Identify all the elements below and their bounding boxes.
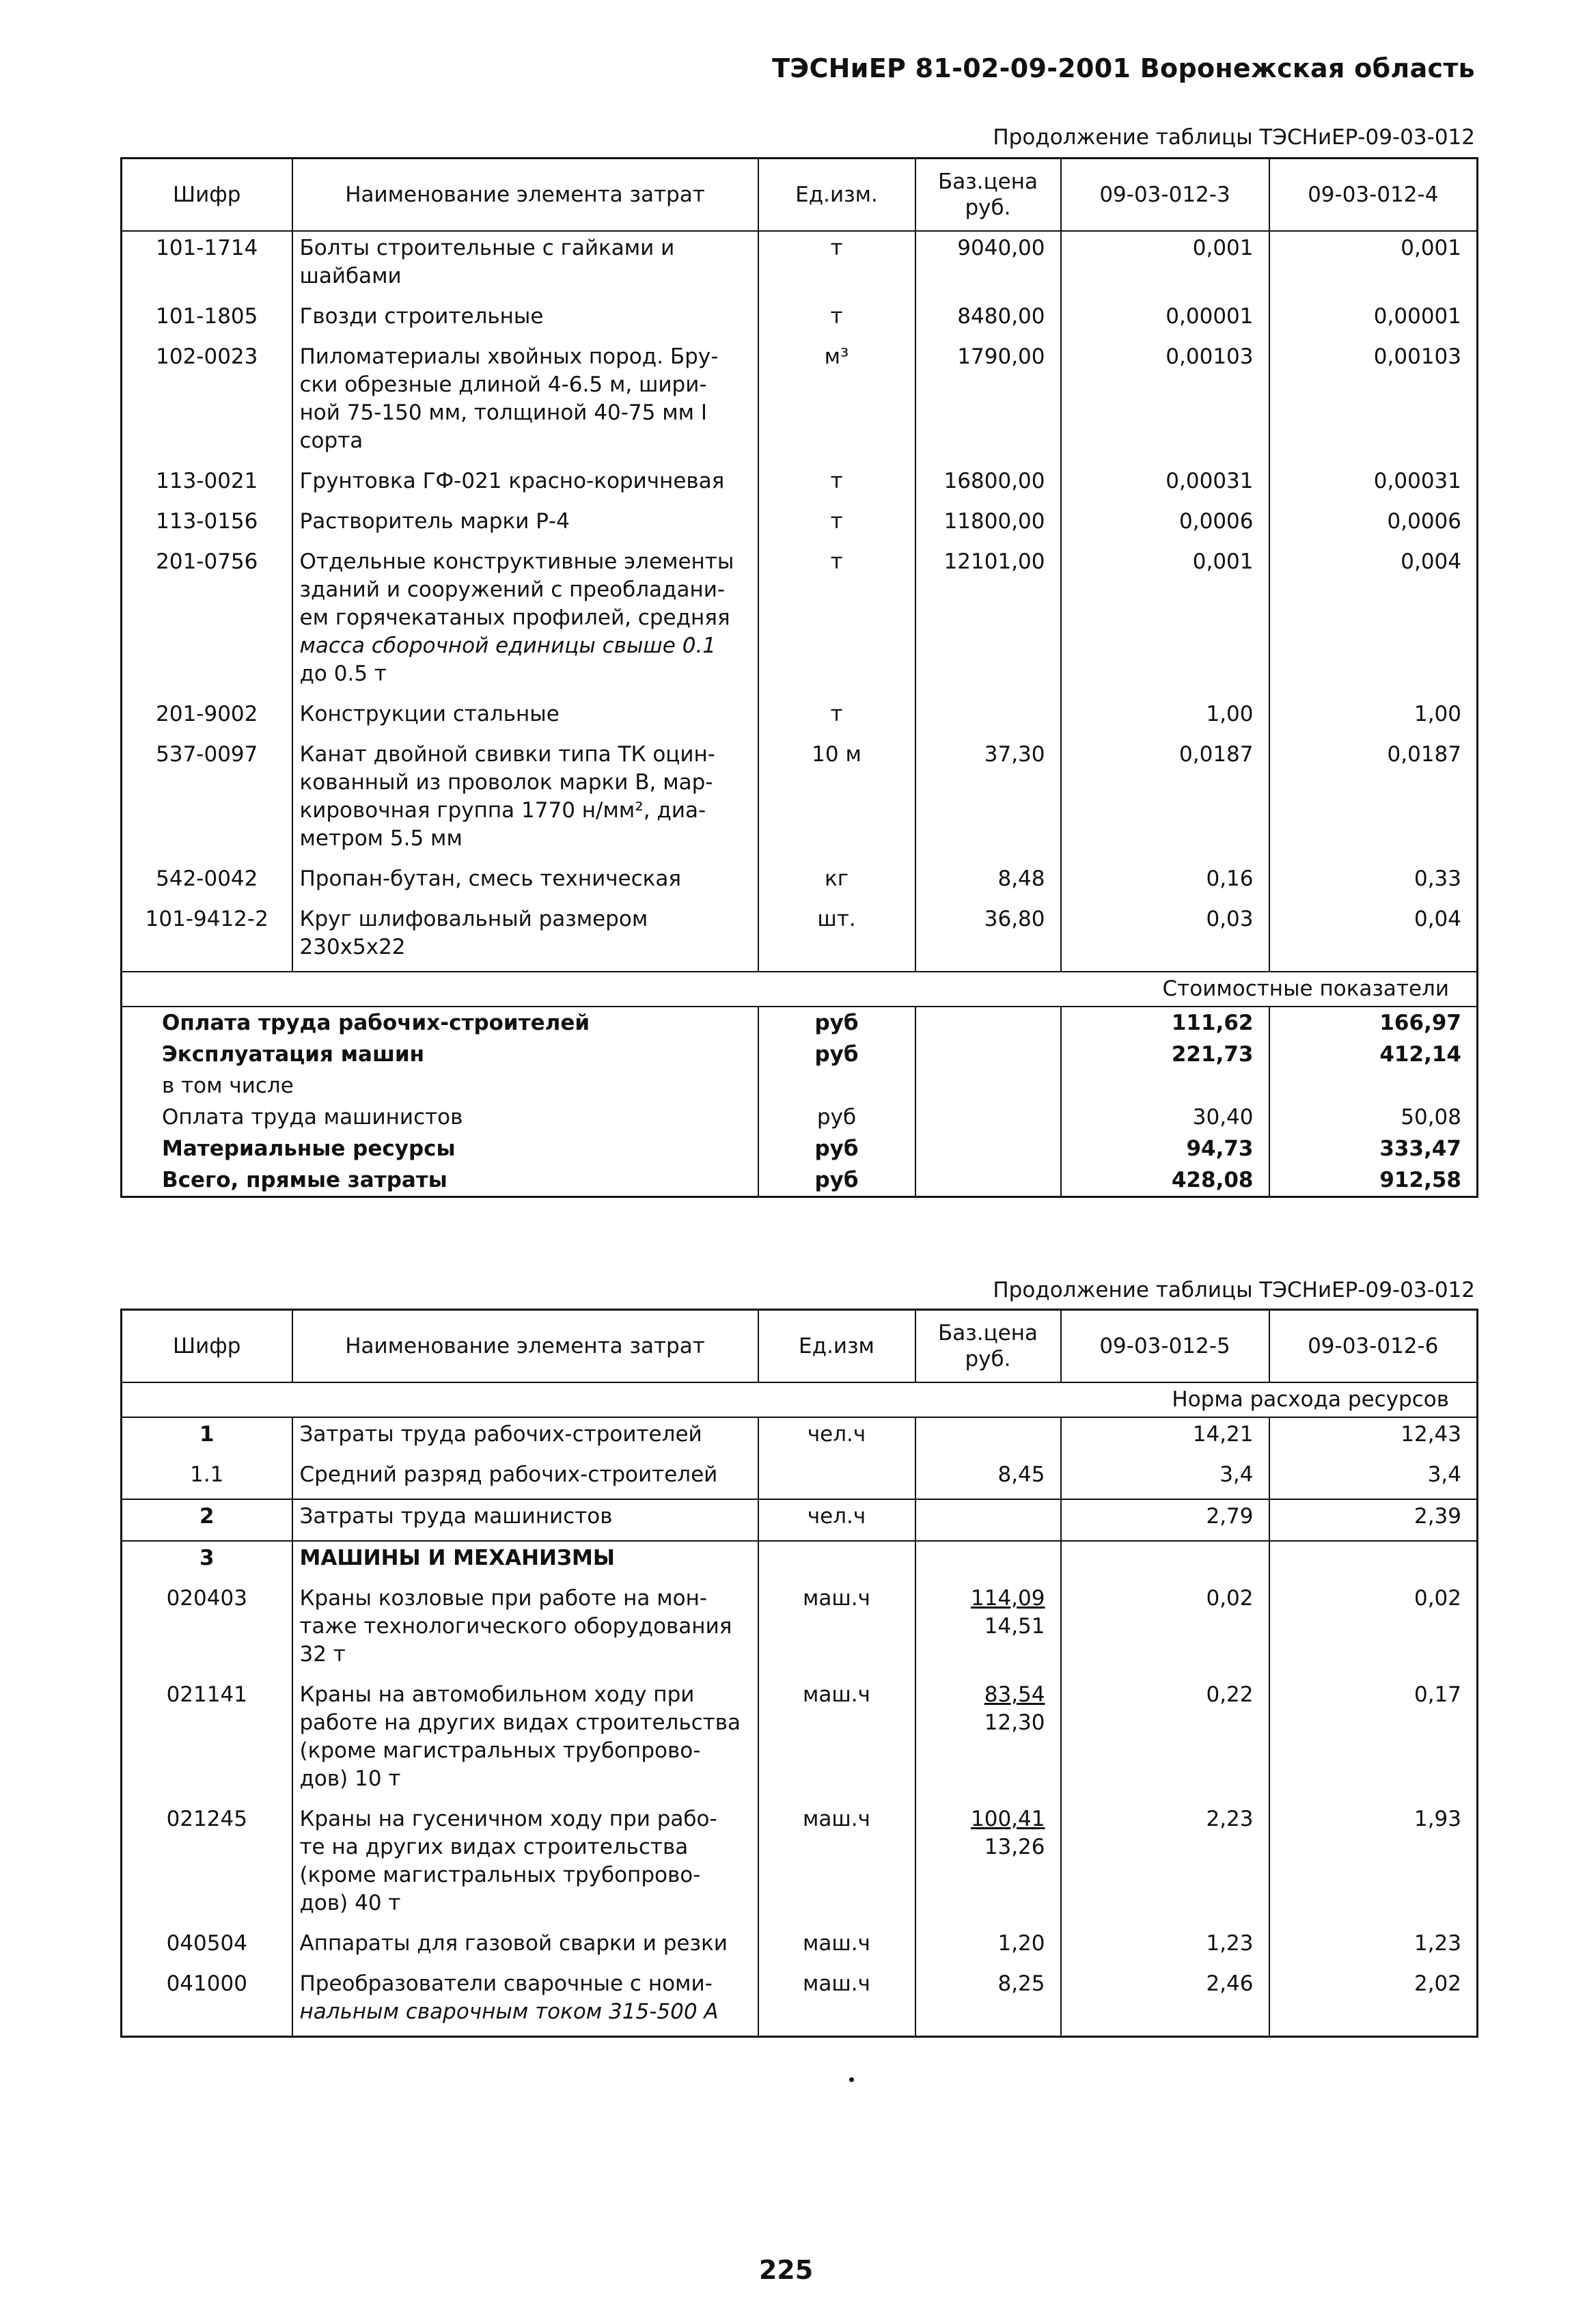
base-price: [915, 1582, 1061, 1678]
norm-value-2: 1,93: [1269, 1803, 1478, 1927]
col-header-norm-3: 09-03-012-3: [1061, 159, 1269, 232]
resource-unit: кг: [758, 862, 915, 903]
totals-empty: [915, 1133, 1061, 1164]
resource-name-line: те на других видах строительства: [299, 1835, 689, 1859]
resource-code: 3: [122, 1541, 292, 1582]
base-price: [915, 1927, 1061, 1967]
base-price-value: 12101,00: [943, 549, 1045, 574]
totals-value-2: 50,08: [1269, 1102, 1478, 1133]
totals-unit: руб: [758, 1039, 915, 1070]
base-price: [915, 1499, 1061, 1541]
col-header-code: Шифр: [122, 1310, 292, 1383]
totals-unit: руб: [758, 1102, 915, 1133]
norm-value-1: 0,22: [1061, 1678, 1269, 1803]
resource-name-line: 32 т: [299, 1642, 346, 1667]
resource-name-line: Отдельные конструктивные элементы: [299, 549, 734, 574]
base-price: [915, 465, 1061, 505]
base-price-value: 1,20: [997, 1931, 1045, 1956]
resource-name-line: Канат двойной свивки типа ТК оцин-: [299, 742, 715, 767]
resource-unit: чел.ч: [758, 1417, 915, 1458]
norm-value-1: 0,0006: [1061, 505, 1269, 545]
resource-unit: чел.ч: [758, 1499, 915, 1541]
totals-row: [122, 1039, 1478, 1070]
norm-value-1: 1,00: [1061, 698, 1269, 738]
totals-value-2: 166,97: [1269, 1007, 1478, 1039]
table-row: [122, 300, 1478, 340]
totals-empty: [915, 1070, 1061, 1102]
base-price: [915, 1678, 1061, 1803]
totals-unit: руб: [758, 1133, 915, 1164]
resource-name: [292, 231, 758, 300]
totals-empty: [915, 1102, 1061, 1133]
norm-value-2: 3,4: [1269, 1458, 1478, 1499]
table-row: [122, 1458, 1478, 1499]
norm-value-2: 0,0006: [1269, 505, 1478, 545]
resource-name-line: ем горячекатаных профилей, средняя: [299, 605, 730, 630]
totals-label: в том числе: [162, 1074, 294, 1098]
table-row: [122, 1927, 1478, 1967]
totals-unit: руб: [758, 1007, 915, 1039]
table1-continuation: Продолжение таблицы ТЭСНиЕР-09-03-012: [993, 125, 1475, 150]
resource-unit: [758, 1541, 915, 1582]
totals-value-2: 412,14: [1269, 1039, 1478, 1070]
resource-code: 537-0097: [156, 742, 258, 767]
totals-value-1: [1061, 1070, 1269, 1102]
resource-name-line: масса сборочной единицы свыше 0.1: [299, 633, 717, 658]
resource-name-line: дов) 10 т: [299, 1766, 401, 1791]
base-price: [915, 698, 1061, 738]
resource-name-line: Аппараты для газовой сварки и резки: [299, 1931, 728, 1956]
norm-value-2: 1,23: [1269, 1927, 1478, 1967]
resource-code: 101-1805: [156, 304, 258, 329]
section-label: Стоимостные показатели: [122, 972, 1478, 1007]
base-price-value: 36,80: [984, 907, 1045, 931]
resource-name: [292, 698, 758, 738]
resource-name: [292, 1541, 758, 1582]
resource-name-line: Преобразователи сварочные с номи-: [299, 1971, 713, 1996]
base-price: [915, 738, 1061, 862]
resource-name: [292, 300, 758, 340]
col-header-name: Наименование элемента затрат: [292, 159, 758, 232]
section-label: Норма расхода ресурсов: [122, 1382, 1478, 1417]
resource-name-line: Пиломатериалы хвойных пород. Бру-: [299, 344, 719, 369]
resource-name-line: нальным сварочным током 315-500 А: [299, 1999, 719, 2024]
norm-value-1: 0,001: [1061, 231, 1269, 300]
base-price: [915, 545, 1061, 698]
resource-unit: т: [758, 545, 915, 698]
totals-label: Оплата труда рабочих-строителей: [122, 1007, 758, 1039]
table1-header-row: [122, 159, 1478, 232]
norm-value-2: 0,00001: [1269, 300, 1478, 340]
table-row: [122, 1967, 1478, 2037]
resource-code: 113-0156: [156, 509, 258, 534]
resource-code: 021245: [166, 1807, 247, 1831]
norm-value-2: 0,00031: [1269, 465, 1478, 505]
norm-value-2: 0,001: [1269, 231, 1478, 300]
resource-code: 102-0023: [156, 344, 258, 369]
base-price: [915, 862, 1061, 903]
base-price-value: 1790,00: [957, 344, 1045, 369]
resource-table-1: [120, 157, 1478, 1198]
resource-name: [292, 545, 758, 698]
totals-value-2: [1269, 1070, 1478, 1102]
base-price-value: 37,30: [984, 742, 1045, 767]
resource-name-line: Растворитель марки Р-4: [299, 509, 570, 534]
resource-name-line: таже технологического оборудования: [299, 1614, 732, 1639]
norm-value-2: 0,33: [1269, 862, 1478, 903]
totals-label: Материальные ресурсы: [162, 1136, 456, 1161]
resource-name-line: Конструкции стальные: [299, 702, 560, 726]
totals-label: Эксплуатация машин: [162, 1042, 425, 1067]
table-row: [122, 465, 1478, 505]
resource-name: [292, 1927, 758, 1967]
resource-name-line: Средний разряд рабочих-строителей: [299, 1462, 718, 1487]
resource-unit: маш.ч: [758, 1803, 915, 1927]
resource-code: 1.1: [190, 1462, 224, 1487]
resource-name-line: Круг шлифовальный размером: [299, 907, 648, 931]
resource-unit: маш.ч: [758, 1967, 915, 2037]
resource-name-line: работе на других видах строительства: [299, 1710, 741, 1735]
resource-code: 020403: [166, 1586, 247, 1611]
totals-row: [122, 1102, 1478, 1133]
norm-value-2: 2,39: [1269, 1499, 1478, 1541]
resource-code: 2: [122, 1499, 292, 1541]
resource-name: [292, 1458, 758, 1499]
col-header-name: Наименование элемента затрат: [292, 1310, 758, 1383]
resource-name: [292, 340, 758, 465]
base-price: [915, 1967, 1061, 2037]
norm-value-1: 2,46: [1061, 1967, 1269, 2037]
col-header-unit: Ед.изм: [758, 1310, 915, 1383]
resource-name-line: сорта: [299, 428, 363, 453]
resource-code: 201-9002: [156, 702, 258, 726]
norm-value-1: 0,00031: [1061, 465, 1269, 505]
norm-value-2: 0,02: [1269, 1582, 1478, 1678]
resource-code: 542-0042: [156, 866, 258, 891]
totals-empty: [915, 1007, 1061, 1039]
base-price: [915, 1803, 1061, 1927]
resource-name: [292, 1499, 758, 1541]
totals-value-1: 111,62: [1061, 1007, 1269, 1039]
table-row: [122, 738, 1478, 862]
norm-value-2: 0,00103: [1269, 340, 1478, 465]
totals-value-2: 912,58: [1269, 1164, 1478, 1197]
totals-empty: [915, 1164, 1061, 1197]
norm-value-1: 0,00001: [1061, 300, 1269, 340]
norm-value-2: 0,0187: [1269, 738, 1478, 862]
resource-name: [292, 1967, 758, 2037]
base-price: [915, 1541, 1061, 1582]
resource-name-line: ски обрезные длиной 4-6.5 м, шири-: [299, 372, 707, 397]
norm-value-2: 12,43: [1269, 1417, 1478, 1458]
totals-row: [122, 1007, 1478, 1039]
scan-dot-mark: [849, 2077, 854, 2082]
totals-unit: руб: [758, 1164, 915, 1197]
resource-code: 021141: [166, 1682, 247, 1707]
base-price-value: 16800,00: [943, 469, 1045, 493]
resource-name-line: Болты строительные с гайками и: [299, 236, 675, 260]
col-header-unit: Ед.изм.: [758, 159, 915, 232]
col-header-code: Шифр: [122, 159, 292, 232]
norm-value-1: 3,4: [1061, 1458, 1269, 1499]
base-price-value: 8,48: [997, 866, 1045, 891]
totals-value-1: 30,40: [1061, 1102, 1269, 1133]
norm-value-1: 0,16: [1061, 862, 1269, 903]
table-row: [122, 1678, 1478, 1803]
resource-unit: т: [758, 231, 915, 300]
resource-name: [292, 1803, 758, 1927]
base-price: [915, 505, 1061, 545]
resource-code: 201-0756: [156, 549, 258, 574]
resource-unit: т: [758, 300, 915, 340]
base-price-machinist: 14,51: [984, 1614, 1045, 1639]
resource-name: [292, 505, 758, 545]
page-header: ТЭСНиЕР 81-02-09-2001 Воронежская область: [772, 53, 1475, 83]
resource-name-line: кировочная группа 1770 н/мм², диа-: [299, 798, 706, 823]
resource-name-line: 230x5x22: [299, 935, 406, 959]
totals-value-2: 333,47: [1269, 1133, 1478, 1164]
table-row: [122, 903, 1478, 972]
table-row: [122, 545, 1478, 698]
norm-value-2: 2,02: [1269, 1967, 1478, 2037]
base-price: [915, 340, 1061, 465]
base-price: [915, 1458, 1061, 1499]
norm-value-1: 0,0187: [1061, 738, 1269, 862]
table-row: [122, 698, 1478, 738]
resource-table-2: [120, 1309, 1478, 2038]
base-price: [915, 1417, 1061, 1458]
norm-value-1: 0,00103: [1061, 340, 1269, 465]
resource-name-line: Краны на автомобильном ходу при: [299, 1682, 695, 1707]
col-header-norm-5: 09-03-012-5: [1061, 1310, 1269, 1383]
base-price-value: 100,41: [971, 1807, 1045, 1831]
page-number: 225: [758, 2255, 814, 2285]
norm-value-1: 0,001: [1061, 545, 1269, 698]
norm-value-1: [1061, 1541, 1269, 1582]
resource-unit: маш.ч: [758, 1927, 915, 1967]
totals-unit: [758, 1070, 915, 1102]
resource-name-line: МАШИНЫ И МЕХАНИЗМЫ: [299, 1546, 615, 1570]
resource-name-line: (кроме магистральных трубопрово-: [299, 1738, 701, 1763]
base-price: [915, 903, 1061, 972]
base-price-value: 11800,00: [943, 509, 1045, 534]
resource-unit: [758, 1458, 915, 1499]
table2-header-row: [122, 1310, 1478, 1383]
base-price-value: 83,54: [984, 1682, 1045, 1707]
base-price-machinist: 13,26: [984, 1835, 1045, 1859]
totals-value-1: 221,73: [1061, 1039, 1269, 1070]
resource-code: 113-0021: [156, 469, 258, 493]
section-row: [122, 1382, 1478, 1417]
resource-name: [292, 862, 758, 903]
resource-unit: т: [758, 505, 915, 545]
totals-row: [122, 1164, 1478, 1197]
base-price-value: 8480,00: [957, 304, 1045, 329]
resource-unit: маш.ч: [758, 1582, 915, 1678]
table-row: [122, 1499, 1478, 1541]
norm-value-2: [1269, 1541, 1478, 1582]
base-price-value: 8,25: [997, 1971, 1045, 1996]
totals-row: [122, 1070, 1478, 1102]
totals-value-1: 428,08: [1061, 1164, 1269, 1197]
totals-empty: [915, 1039, 1061, 1070]
resource-name-line: до 0.5 т: [299, 661, 387, 686]
norm-value-1: 2,23: [1061, 1803, 1269, 1927]
resource-unit: маш.ч: [758, 1678, 915, 1803]
col-header-price: Баз.цена руб.: [915, 1310, 1061, 1383]
totals-label: Оплата труда машинистов: [162, 1105, 463, 1130]
resource-name-line: Гвозди строительные: [299, 304, 544, 329]
resource-code: 101-9412-2: [145, 907, 268, 931]
table-row: [122, 231, 1478, 300]
resource-code: 040504: [166, 1931, 247, 1956]
resource-unit: шт.: [758, 903, 915, 972]
base-price-value: 8,45: [997, 1462, 1045, 1487]
resource-name-line: Краны козловые при работе на мон-: [299, 1586, 708, 1611]
resource-unit: т: [758, 698, 915, 738]
resource-code: 101-1714: [156, 236, 258, 260]
table-row: [122, 1803, 1478, 1927]
norm-value-1: 14,21: [1061, 1417, 1269, 1458]
resource-name-line: ной 75-150 мм, толщиной 40-75 мм I: [299, 400, 707, 425]
resource-name-line: Краны на гусеничном ходу при рабо-: [299, 1807, 717, 1831]
resource-name-line: дов) 40 т: [299, 1891, 401, 1915]
resource-unit: м³: [758, 340, 915, 465]
resource-name-line: Затраты труда рабочих-строителей: [299, 1422, 702, 1447]
col-header-norm-4: 09-03-012-4: [1269, 159, 1478, 232]
norm-value-2: 0,17: [1269, 1678, 1478, 1803]
norm-value-1: 0,02: [1061, 1582, 1269, 1678]
norm-value-2: 0,004: [1269, 545, 1478, 698]
resource-name-line: (кроме магистральных трубопрово-: [299, 1863, 701, 1887]
section-row: [122, 972, 1478, 1007]
resource-name: [292, 903, 758, 972]
table-row: [122, 1541, 1478, 1582]
col-header-price: Баз.цена руб.: [915, 159, 1061, 232]
resource-code: 041000: [166, 1971, 247, 1996]
totals-row: [122, 1133, 1478, 1164]
resource-name-line: шайбами: [299, 264, 402, 288]
resource-name: [292, 738, 758, 862]
resource-name-line: кованный из проволок марки В, мар-: [299, 770, 713, 795]
base-price-value: 9040,00: [957, 236, 1045, 260]
norm-value-1: 1,23: [1061, 1927, 1269, 1967]
base-price: [915, 300, 1061, 340]
resource-name: [292, 1678, 758, 1803]
base-price: [915, 231, 1061, 300]
base-price-value: 114,09: [971, 1586, 1045, 1611]
base-price-machinist: 12,30: [984, 1710, 1045, 1735]
table-row: [122, 1417, 1478, 1458]
totals-value-1: 94,73: [1061, 1133, 1269, 1164]
totals-label: Всего, прямые затраты: [162, 1168, 447, 1192]
table-row: [122, 1582, 1478, 1678]
col-header-norm-6: 09-03-012-6: [1269, 1310, 1478, 1383]
resource-code: 1: [122, 1417, 292, 1458]
table-row: [122, 340, 1478, 465]
norm-value-1: 2,79: [1061, 1499, 1269, 1541]
resource-unit: т: [758, 465, 915, 505]
table2-continuation: Продолжение таблицы ТЭСНиЕР-09-03-012: [993, 1278, 1475, 1302]
resource-name-line: Пропан-бутан, смесь техническая: [299, 866, 682, 891]
norm-value-1: 0,03: [1061, 903, 1269, 972]
resource-name: [292, 1582, 758, 1678]
table-row: [122, 862, 1478, 903]
resource-name-line: метром 5.5 мм: [299, 826, 463, 851]
resource-name-line: зданий и сооружений с преобладани-: [299, 577, 726, 602]
resource-name-line: Затраты труда машинистов: [299, 1504, 613, 1529]
resource-name: [292, 465, 758, 505]
table-row: [122, 505, 1478, 545]
norm-value-2: 0,04: [1269, 903, 1478, 972]
resource-name-line: Грунтовка ГФ-021 красно-коричневая: [299, 469, 725, 493]
resource-name: [292, 1417, 758, 1458]
norm-value-2: 1,00: [1269, 698, 1478, 738]
resource-unit: 10 м: [758, 738, 915, 862]
